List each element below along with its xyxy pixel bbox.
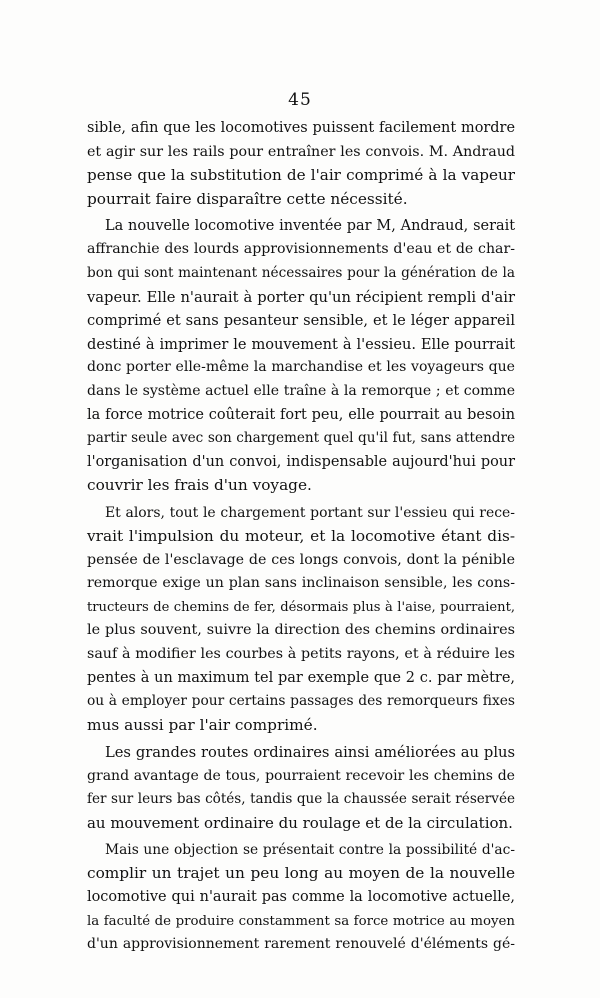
text-line: bon qui sont maintenant nécessaires pour la génération de la [87, 265, 515, 282]
text-line: complir un trajet un peu long au moyen de la nouvelle [87, 864, 515, 883]
text-line: et agir sur les rails pour entraîner les convois. M. Andraud [87, 143, 515, 160]
text-line: pourrait faire disparaître cette nécessité. [87, 189, 408, 208]
text-line: ou à employer pour certains passages des remorqueurs fixes [87, 693, 515, 710]
text-line: La nouvelle locomotive inventée par M, Andraud, serait [105, 217, 515, 234]
text-line: tructeurs de chemins de fer, désormais plus à l'aise, pourraient, [87, 599, 515, 615]
text-line: remorque exige un plan sans inclinaison sensible, les cons- [87, 575, 515, 592]
paragraph-4 [87, 741, 515, 835]
text-line: la faculté de produire constamment sa force motrice au moyen [87, 913, 515, 929]
text-line: Mais une objection se présentait contre la possibilité d'ac- [105, 841, 515, 858]
text-line: dans le système actuel elle traîne à la remorque ; et comme [87, 383, 515, 400]
paragraph-1 [87, 117, 515, 211]
text-line: partir seule avec son chargement quel qu'il fut, sans attendre [87, 430, 515, 447]
text-line: pentes à un maximum tel par exemple que 2 c. par mètre, [87, 669, 515, 686]
text-line: la force motrice coûterait fort peu, elle pourrait au besoin [87, 406, 515, 423]
text-line: mus aussi par l'air comprimé. [87, 715, 318, 734]
text-line: grand avantage de tous, pourraient recevoir les chemins de [87, 767, 515, 784]
text-line: au mouvement ordinaire du roulage et de la circulation. [87, 813, 513, 832]
text-line: vrait l'impulsion du moteur, et la locomotive étant dis- [87, 527, 515, 546]
text-line: sauf à modifier les courbes à petits rayons, et à réduire les [87, 646, 515, 663]
paragraph-3 [87, 502, 515, 738]
text-line: le plus souvent, suivre la direction des chemins ordinaires [87, 622, 515, 639]
text-line: pense que la substitution de l'air comprimé à la vapeur [87, 166, 515, 185]
text-line: affranchie des lourds approvisionnements d'eau et de char- [87, 241, 515, 258]
text-line: couvrir les frais d'un voyage. [87, 476, 312, 495]
body-text [87, 117, 515, 960]
text-line: sible, afin que les locomotives puissent facilement mordre [87, 120, 515, 136]
text-line: vapeur. Elle n'aurait à porter qu'un récipient rempli d'air [87, 288, 515, 306]
text-line: destiné à imprimer le mouvement à l'essieu. Elle pourrait [87, 335, 515, 353]
text-line: locomotive qui n'aurait pas comme la locomotive actuelle, [87, 889, 515, 905]
text-line: Et alors, tout le chargement portant sur l'essieu qui rece- [105, 504, 515, 521]
text-line: donc porter elle-même la marchandise et les voyageurs que [87, 359, 515, 376]
text-line: fer sur leurs bas côtés, tandis que la chaussée serait réservée [87, 791, 515, 808]
paragraph-2 [87, 215, 515, 498]
text-line: d'un approvisionnement rarement renouvelé d'éléments gé- [87, 936, 515, 953]
paragraph-5 [87, 839, 515, 957]
text-line: Les grandes routes ordinaires ainsi améliorées au plus [105, 743, 515, 761]
page-number: 45 [288, 90, 312, 110]
text-line: comprimé et sans pesanteur sensible, et le léger appareil [87, 312, 515, 330]
text-line: pensée de l'esclavage de ces longs convois, dont la pénible [87, 551, 515, 568]
text-line: l'organisation d'un convoi, indispensable aujourd'hui pour [87, 453, 515, 470]
